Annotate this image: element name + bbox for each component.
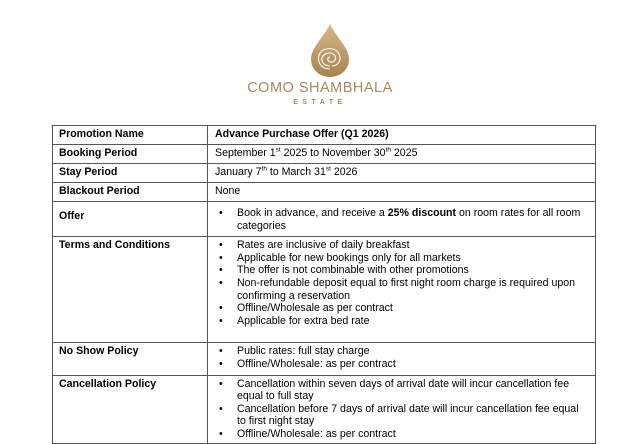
brand-subtitle: ESTATE — [293, 99, 347, 106]
water-drop-swirl-icon — [309, 22, 351, 78]
list-item: • Rates are inclusive of daily breakfast — [215, 239, 590, 252]
promotion-name-label: Promotion Name — [53, 126, 208, 145]
no-show-label: No Show Policy — [53, 343, 208, 375]
booking-period-value: September 1st 2025 to November 30th 2025 — [208, 145, 596, 164]
booking-period-label: Booking Period — [53, 145, 208, 164]
promotion-table — [52, 125, 596, 444]
terms-value — [208, 237, 596, 343]
list-item: • Offline/Wholesale: as per contract — [215, 428, 590, 441]
blackout-period-label: Blackout Period — [53, 183, 208, 202]
row-offer — [53, 202, 596, 237]
list-item: • Offline/Wholesale as per contract — [215, 302, 590, 315]
stay-period-label: Stay Period — [53, 164, 208, 183]
brand-name: COMO SHAMBHALA — [247, 80, 393, 96]
cancellation-value — [208, 375, 596, 443]
blackout-period-value: None — [208, 183, 596, 202]
list-item: • Public rates: full stay charge — [215, 345, 590, 358]
cancellation-label: Cancellation Policy — [53, 375, 208, 443]
row-no-show — [53, 343, 596, 375]
list-item: • Cancellation within seven days of arrival date will incur cancellation fee equal to full stay — [215, 378, 590, 403]
offer-value — [208, 202, 596, 237]
promotion-name-value: Advance Purchase Offer (Q1 2026) — [208, 126, 596, 145]
no-show-value — [208, 343, 596, 375]
list-item: • Applicable for extra bed rate — [215, 315, 590, 328]
row-promotion-name — [53, 126, 596, 145]
offer-label: Offer — [53, 202, 208, 237]
list-item: • Applicable for new bookings only for all markets — [215, 252, 590, 265]
list-item: • Non-refundable deposit equal to first night room charge is required upon confirming a reservation — [215, 277, 590, 302]
terms-label: Terms and Conditions — [53, 237, 208, 343]
list-item: • Offline/Wholesale: as per contract — [215, 358, 590, 371]
list-item: • Book in advance, and receive a 25% discount on room rates for all room categories — [215, 207, 590, 232]
row-terms — [53, 237, 596, 343]
list-item: • The offer is not combinable with other promotions — [215, 264, 590, 277]
logo — [0, 0, 640, 120]
row-blackout-period — [53, 183, 596, 202]
list-item: • Cancellation before 7 days of arrival date will incur cancellation fee equal to first night stay — [215, 403, 590, 428]
row-stay-period — [53, 164, 596, 183]
row-cancellation — [53, 375, 596, 443]
stay-period-value: January 7th to March 31st 2026 — [208, 164, 596, 183]
row-booking-period — [53, 145, 596, 164]
